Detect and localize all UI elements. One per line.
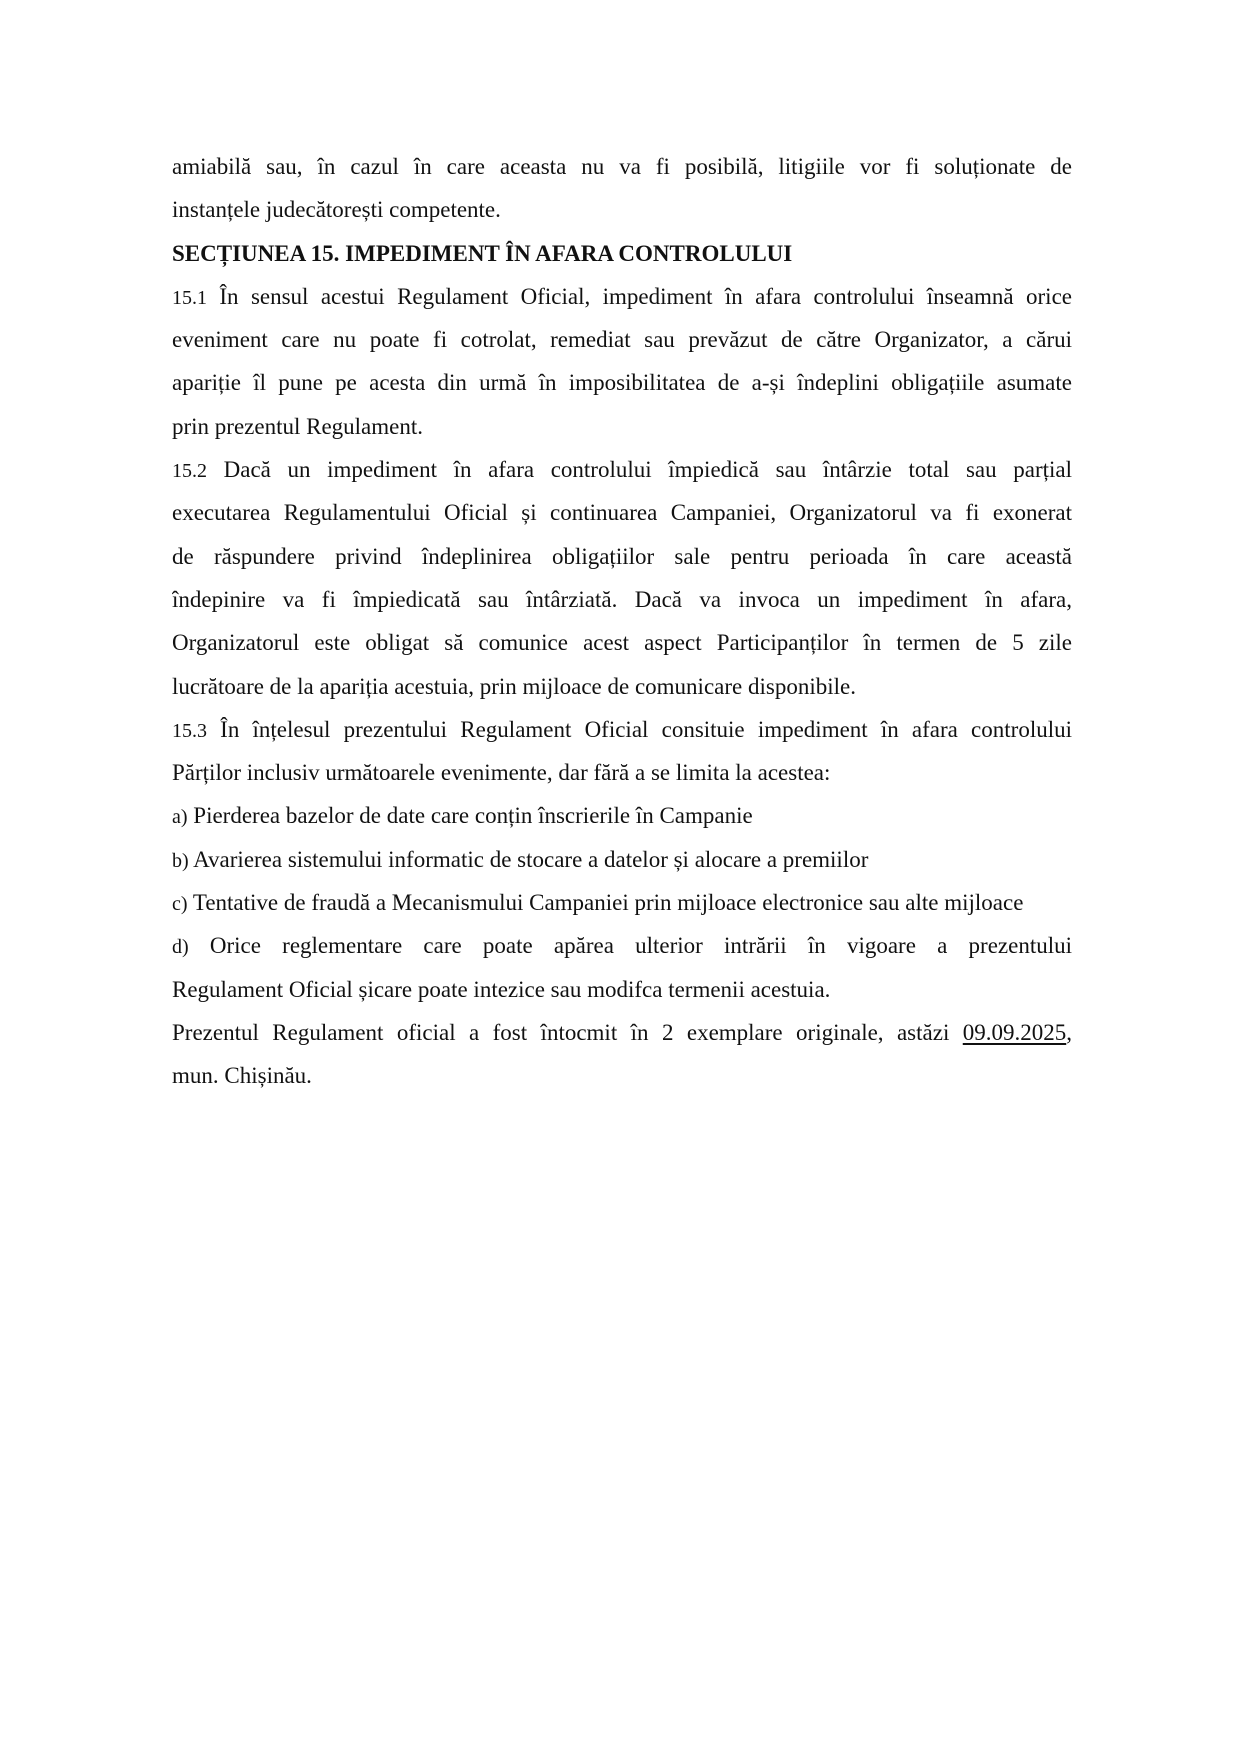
clause-number: 15.1 bbox=[172, 286, 207, 309]
clause-15-2-line-5: Organizatorul este obligat să comunice acest aspect Participanților în termen de 5 zile bbox=[172, 630, 1072, 656]
closing-line-1 bbox=[172, 1011, 1072, 1054]
clause-text: În înțelesul prezentului Regulament Oficial consituie impediment în afara controlului bbox=[207, 716, 1072, 742]
list-item-text: Pierderea bazelor de date care conțin înscrierile în Campanie bbox=[187, 803, 753, 829]
closing-line-2: mun. Chișinău. bbox=[172, 1063, 312, 1089]
clause-text: În sensul acestui Regulament Oficial, impediment în afara controlului înseamnă orice bbox=[207, 283, 1072, 309]
list-item-a bbox=[172, 794, 1072, 837]
clause-15-2-line-4: îndepinire va fi împiedicată sau întârziată. Dacă va invoca un impediment în afara, bbox=[172, 586, 1072, 612]
clause-15-1-line-2: eveniment care nu poate fi cotrolat, remediat sau prevăzut de către Organizator, a cărui bbox=[172, 327, 1072, 353]
list-item-d bbox=[172, 924, 1072, 967]
clause-15-2-line-2: executarea Regulamentului Oficial și continuarea Campaniei, Organizatorul va fi exonerat bbox=[172, 500, 1072, 526]
intro-line-2: instanțele judecătorești competente. bbox=[172, 197, 501, 223]
list-item-text: Avarierea sistemului informatic de stocare a datelor și alocare a premiilor bbox=[188, 846, 869, 872]
section-heading: SECȚIUNEA 15. IMPEDIMENT ÎN AFARA CONTROLULUI bbox=[172, 240, 793, 266]
clause-text: Dacă un impediment în afara controlului împiedică sau întârzie total sau parțial bbox=[207, 457, 1072, 483]
list-marker: a) bbox=[172, 806, 188, 829]
clause-15-2-line-6: lucrătoare de la apariția acestuia, prin mijloace de comunicare disponibile. bbox=[172, 673, 856, 699]
list-item-text: Orice reglementare care poate apărea ulterior intrării în vigoare a prezentului bbox=[188, 933, 1072, 959]
document-date: 09.09.2025 bbox=[962, 1019, 1067, 1045]
clause-15-3-line-2: Părților inclusiv următoarele evenimente, dar fără a se limita la acestea: bbox=[172, 760, 831, 786]
clause-15-2-line-3: de răspundere privind îndeplinirea obligațiilor sale pentru perioada în care această bbox=[172, 543, 1072, 569]
closing-punctuation: , bbox=[1066, 1019, 1072, 1045]
list-item-c bbox=[172, 881, 1072, 924]
clause-15-1-line-3: apariție îl pune pe acesta din urmă în imposibilitatea de a-și îndeplini obligațiile asumate bbox=[172, 370, 1072, 396]
list-marker: d) bbox=[172, 936, 189, 959]
list-marker: b) bbox=[172, 849, 189, 872]
clause-15-1-line-4: prin prezentul Regulament. bbox=[172, 413, 424, 439]
closing-text: Prezentul Regulament oficial a fost întocmit în 2 exemplare originale, astăzi bbox=[172, 1019, 963, 1045]
clause-15-2-line-1 bbox=[172, 448, 1072, 491]
intro-line-1: amiabilă sau, în cazul în care aceasta nu va fi posibilă, litigiile vor fi soluționate de bbox=[172, 154, 1072, 179]
list-item-text: Tentative de fraudă a Mecanismului Campaniei prin mijloace electronice sau alte mijloace bbox=[187, 890, 1024, 916]
clause-number: 15.3 bbox=[172, 719, 207, 742]
document-body bbox=[172, 145, 1072, 1098]
list-marker: c) bbox=[172, 893, 188, 916]
clause-15-1-line-1 bbox=[172, 275, 1072, 318]
clause-15-3-line-1 bbox=[172, 708, 1072, 751]
list-item-b bbox=[172, 838, 1072, 881]
list-item-d-continuation: Regulament Oficial șicare poate intezice sau modifca termenii acestuia. bbox=[172, 976, 831, 1002]
clause-number: 15.2 bbox=[172, 460, 207, 483]
